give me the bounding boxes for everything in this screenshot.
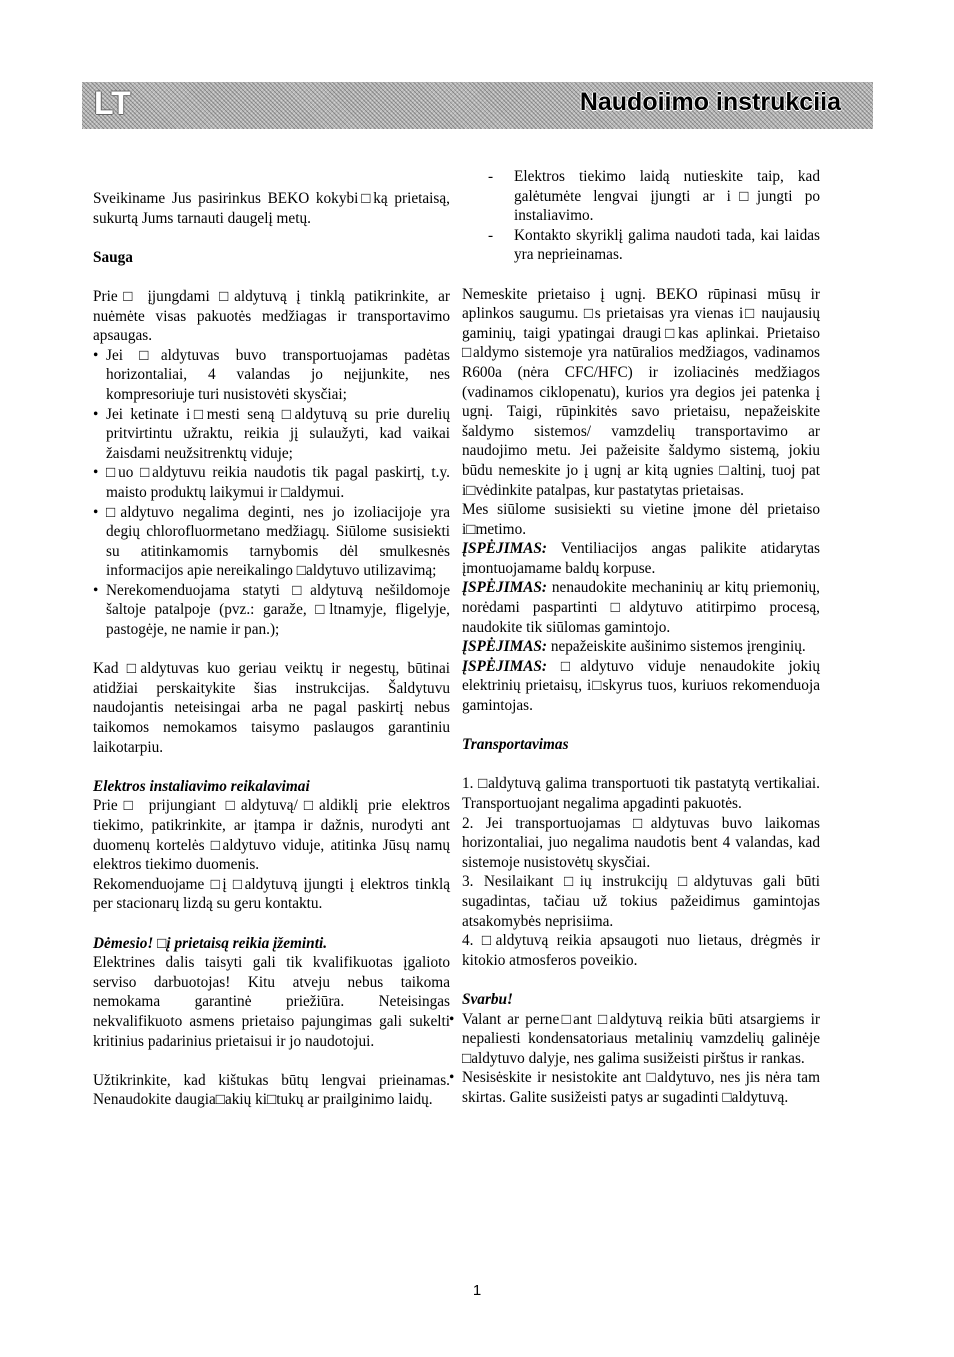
warning-label: ĮSPĖJIMAS: [462,657,548,675]
warning-3 [462,637,820,657]
important-heading: Svarbu! [462,990,514,1008]
warning-label: ĮSPĖJIMAS: [462,540,548,558]
plug-paragraph: Užtikrinkite, kad kištukas būtų lengvai prieinamas. Nenaudokite daugia□akių ki□tukų ar prailginimo laidų. [93,1071,450,1109]
warning-1 [462,539,820,578]
sauga-intro: Prie□ įjungdami □aldytuvą į tinklą patikrinkite, ar nuėmėte visas pakuotės medžiagas ir transportavimo apsaugas. [93,287,450,345]
fire-safety-paragraph: Nemeskite prietaiso į ugnį. BEKO rūpinasi mūsų ir aplinkos saugumu. □s prietaisas yra vienas i□ naujausių gaminių, taigi ypatingai draugi□kas aplinkai. Prietaiso □aldymo sistemoje yra natūralios medžiagos, vadinamos R600a (nėra CFC/HFC) ir izoliacinės medžiagos (vadinamos ciklopenatu), kurios yra degios jei patenka į ugnį. Taigi, rūpinkitės savo prietaisu, nepažeiskite šaldymo sistemos/ vamzdelių transportavimo ar naudojimo metu. Jei pažeisite šaldymo sistemą, jokiu būdu nemeskite jo į ugnį ar kitą ugnies □altinį, tuoj pat i□vėdinkite patalpas, kur pastatytas prietaisas. [462,285,820,499]
list-item: • Valant ar perne□ant □aldytuvą reikia būti atsargiems ir nepaliesti kondensatoriaus metalinių vamzdelių galinėje □aldytuvo dalyje, nes galima susižeisti pirštus ir rankas. [449,1010,820,1069]
page-title: Naudoiimo instrukciia [579,88,841,116]
transport-item: 2. Jei transportuojamas □aldytuvas buvo laikomas horizontaliai, juo negalima naudotis bent 4 valandas, kad sistemoje nusistovėtų skysčiai. [462,814,820,871]
transport-item: 4. □aldytuvą reikia apsaugoti nuo lietaus, drėgmės ir kitokio atmosferos poveikio. [462,932,820,969]
warning-4 [462,657,820,716]
warning-text: □aldytuvo viduje nenaudokite jokių elektrinių prietaisų, i□skyrus tuos, kuriuos rekomenduoja gamintojas. [462,657,820,715]
list-item: - Elektros tiekimo laidą nutieskite taip, kad galėtumėte lengvai įjungti ar i□jungti po instaliavimo. [462,167,820,226]
list-item: • □aldytuvo negalima deginti, nes jo izoliacijoje yra degių chlorofluormetano medžiagų. Siūlome susisiekti su atitinkamomis tarnybomis dėl smulkesnės informacijos apie nereikalingo □aldytuvo utilizavimą; [93,503,450,581]
dash-list [462,167,820,265]
list-item: • □uo □aldytuvu reikia naudotis tik pagal paskirtį, t.y. maisto produktų laikymui ir □aldymui. [93,463,450,502]
list-item: • Nerekomenduojama statyti □aldytuvą nešildomoje šaltoje patalpoje (pvz.: garaže, □ltnamyje, fligelyje, pastogėje, ne namie ir pan.); [93,581,450,640]
transport-item: 3. Nesilaikant □ių instrukcijų □aldytuvas gali būti sugadintas, tačiau už tokius pažeidimus gamintojas atsakomybės neprisiima. [462,873,820,930]
list-item: • Nesisėskite ir nesistokite ant □aldytuvo, nes jis nėra tam skirtas. Galite susižeisti patys ar sugadinti □aldytuvą. [449,1068,820,1107]
intro-paragraph: Sveikiname Jus pasirinkus BEKO kokybi□ką prietaisą, sukurtą Jums tarnauti daugelį metų. [93,190,450,227]
disposal-paragraph: Mes siūlome susisiekti su vietine įmone dėl prietaiso i□metimo. [462,501,820,538]
sauga-heading: Sauga [93,248,133,266]
left-column [93,189,450,1110]
sauga-bullet-list [93,346,450,640]
elektros-heading: Elektros instaliavimo reikalavimai [93,777,310,795]
list-item: • Jei ketinate i□mesti seną □aldytuvą su prie durelių pritvirtintu užraktu, reikia jį sulaužyti, kad vaikai žaisdami neužsitrenktų viduje; [93,405,450,464]
warning-label: ĮSPĖJIMAS: [462,638,548,656]
warning-2 [462,578,820,637]
warning-text: nepažeiskite aušinimo sistemos įrenginių. [547,638,806,656]
right-column [462,167,820,1108]
transport-item: 1. □aldytuvą galima transportuoti tik pastatytą vertikaliai. Transportuojant negalima apgadinti pakuotės. [462,775,820,812]
page-number: 1 [472,1282,482,1299]
instructions-paragraph: Kad □aldytuvas kuo geriau veiktų ir negestų, būtinai atidžiai perskaitykite šias instrukcijas. Šaldytuvu naudojantis neteisingai arba ne pagal paskirtį nebus taikomos nemokamos taisymo paslaugos garantiniu laikotarpiu. [93,660,450,756]
grounding-heading: Dėmesio! □į prietaisą reikia įžeminti. [93,934,328,952]
warning-text: nenaudokite mechaninių ar kitų priemonių, norėdami paspartinti □aldytuvo atitirpimo procesą, naudokite tik siūlomas gamintojo. [462,579,820,636]
transport-heading: Transportavimas [462,736,569,754]
grounding-paragraph: Elektrines dalis taisyti gali tik kvalifikuotas įgalioto serviso darbuotojas! Kitu atveju nebus taikoma nemokama garantinė priežiūra. Neteisingas nekvalifikuoto asmens prietaiso pajungimas gali sukelti kritinius padarinius prietaisui ir jo naudotojui. [93,954,450,1050]
elektros-paragraph-2: Rekomenduojame □į □aldytuvą įjungti į elektros tinklą per stacionarų lizdą su geru kontaktu. [93,875,450,913]
language-code: LT [94,85,131,121]
list-item: - Kontakto skyriklį galima naudoti tada, kai laidas yra neprieinamas. [462,226,820,265]
elektros-paragraph-1: Prie□ prijungiant □aldytuvą/□aldiklį prie elektros tiekimo, patikrinkite, ar įtampa ir dažnis, nurodyti ant duomenų kortelės □aldytuvo viduje, atitinka Jūsų namų elektros tiekimo duomenis. [93,797,450,874]
important-bullet-list [449,1010,820,1108]
warning-label: ĮSPĖJIMAS: [462,579,548,597]
list-item: • Jei □aldytuvas buvo transportuojamas padėtas horizontaliai, 4 valandas jo neįjunkite, nes kompresoriuje turi nusistovėti skysčiai; [93,346,450,405]
page-header-banner [82,82,873,129]
warning-text: Ventiliacijos angas palikite atidarytas įmontuojamame baldų korpuse. [462,540,820,577]
